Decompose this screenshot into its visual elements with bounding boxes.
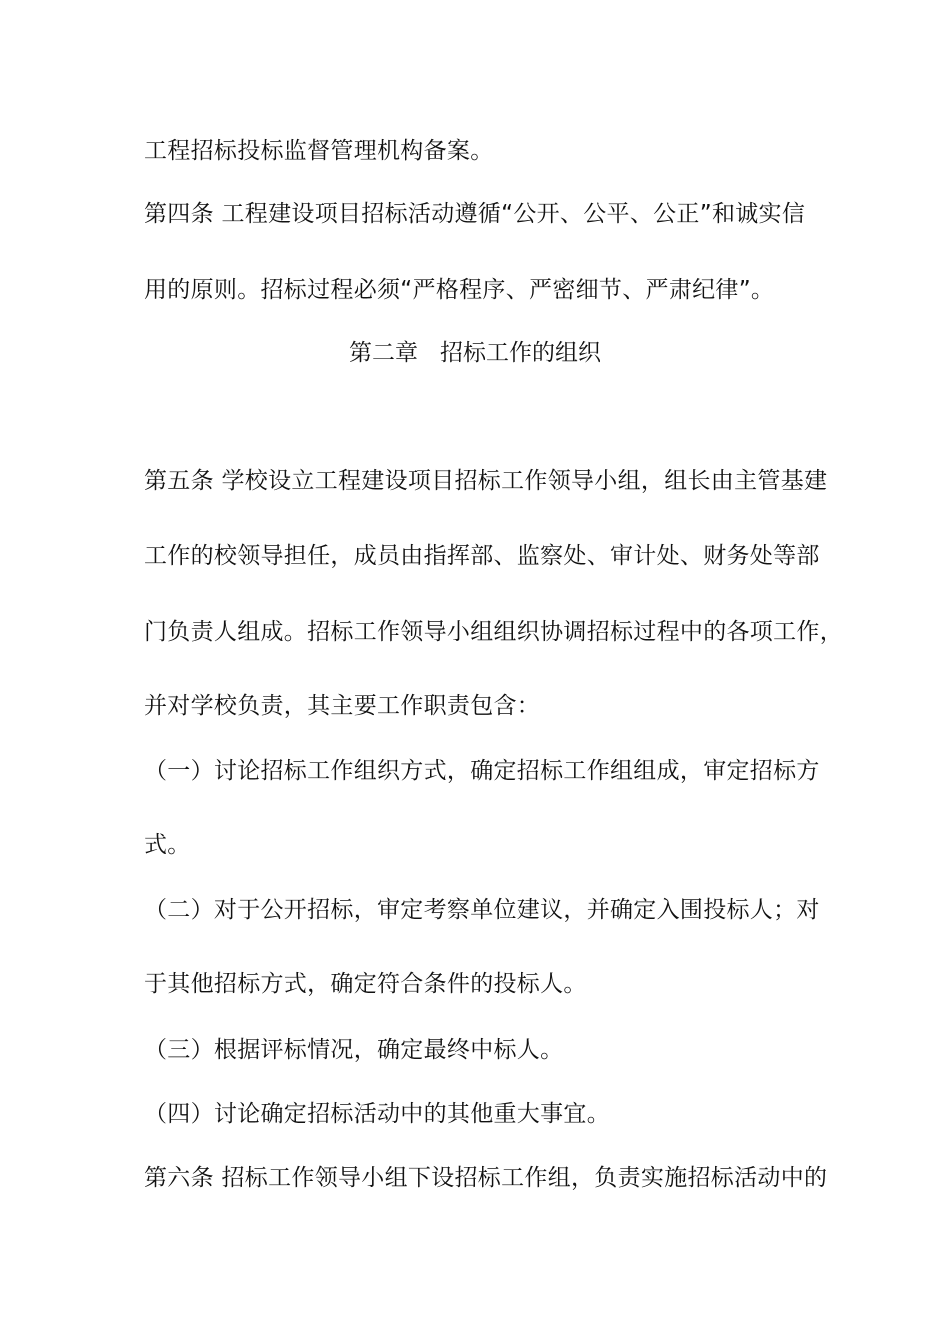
clause-2-line-2: 于其他招标方式，确定符合条件的投标人。 [144,971,587,997]
clause-2-line-1: （二）对于公开招标，审定考察单位建议，并确定入围投标人；对 [144,897,820,923]
article-5-line-4: 并对学校负责，其主要工作职责包含： [144,693,541,719]
chapter-heading: 第二章 招标工作的组织 [349,340,601,366]
text-line: 工程招标投标监督管理机构备案。 [144,138,494,164]
clause-4-line: （四）讨论确定招标活动中的其他重大事宜。 [144,1101,610,1127]
article-4-line-2: 用的原则。招标过程必须“严格程序、严密细节、严肃纪律”。 [144,277,775,303]
article-4-line-1: 第四条 工程建设项目招标活动遵循“公开、公平、公正”和诚实信 [144,201,806,227]
clause-1-line-2: 式。 [144,832,191,858]
article-6-line-1: 第六条 招标工作领导小组下设招标工作组，负责实施招标活动中的 [144,1165,828,1191]
article-5-line-1: 第五条 学校设立工程建设项目招标工作领导小组，组长由主管基建 [144,468,828,494]
clause-1-line-1: （一）讨论招标工作组织方式，确定招标工作组组成，审定招标方 [144,758,820,784]
article-5-line-2: 工作的校领导担任，成员由指挥部、监察处、审计处、财务处等部 [144,543,820,569]
clause-3-line: （三）根据评标情况，确定最终中标人。 [144,1037,564,1063]
article-5-line-3: 门负责人组成。招标工作领导小组组织协调招标过程中的各项工作， [144,619,843,645]
